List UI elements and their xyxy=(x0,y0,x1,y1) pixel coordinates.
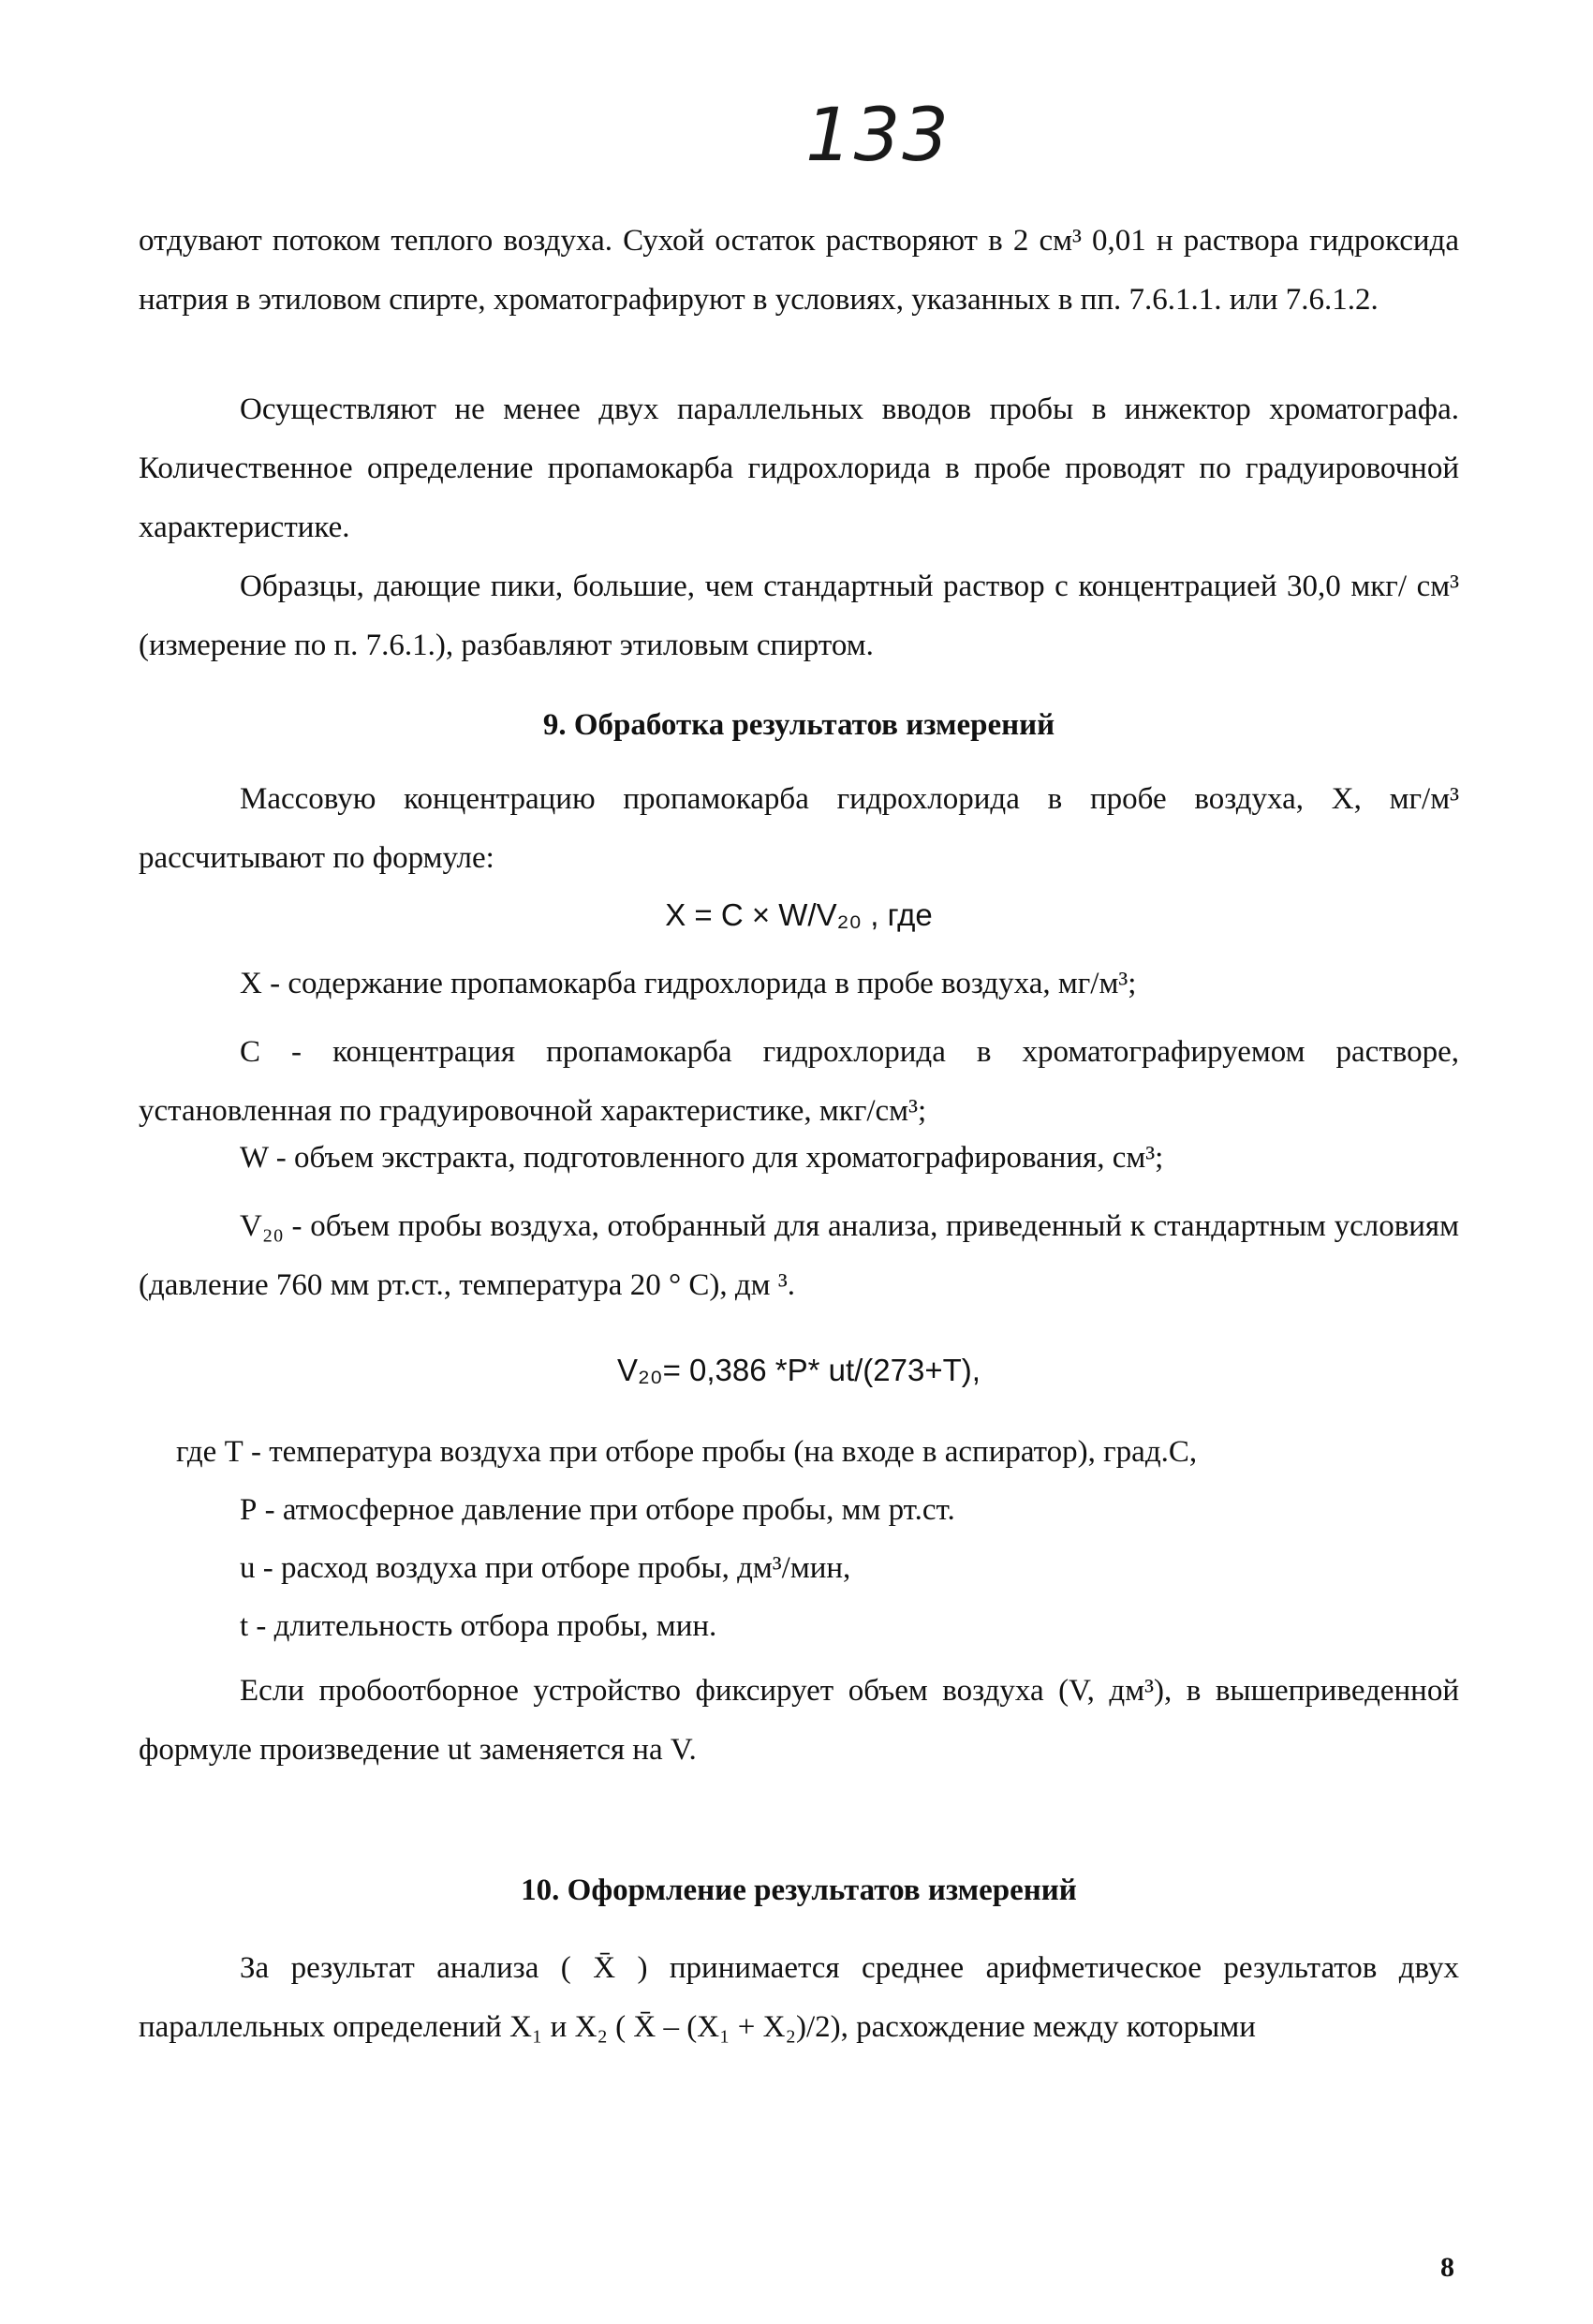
section-10-text: За результат анализа ( X̄ ) принимается среднее арифметическое результатов двух параллельных определений X₁ и X₂ ( X̄ – (X₁ + X₂)/2), расхождение между которыми xyxy=(139,1951,1459,2044)
definition-v20: V₂₀ - объем пробы воздуха, отобранный для анализа, приведенный к стандартным условиям (давление 760 мм рт.ст., температура 20 ° С), дм ³. xyxy=(139,1209,1459,1302)
definition-t-duration: t - длительность отбора пробы, мин. xyxy=(240,1609,717,1643)
section-9-heading: 9. Обработка результатов измерений xyxy=(542,708,1055,742)
paragraph-dry-residue: отдувают потоком теплого воздуха. Сухой остаток растворяют в 2 см³ 0,01 н раствора гидроксида натрия в этиловом спирте, хроматографируют в условиях, указанных в пп. 7.6.1.1. или 7.6.1.2. xyxy=(139,224,1459,317)
footer-page-number: 8 xyxy=(1440,2252,1454,2283)
definition-w: W - объем экстракта, подготовленного для хроматографирования, см³; xyxy=(240,1141,1164,1175)
handwritten-page-number: 133 xyxy=(805,94,951,178)
note-volume-fixing: Если пробоотборное устройство фиксирует объем воздуха (V, дм³), в вышеприведенной формуле произведение ut заменяется на V. xyxy=(139,1674,1459,1767)
definition-x: X - содержание пропамокарба гидрохлорида в пробе воздуха, мг/м³; xyxy=(240,967,1137,1000)
formula-v20: V₂₀= 0,386 *P* ut/(273+T), xyxy=(617,1353,981,1387)
definition-u: u - расход воздуха при отборе пробы, дм³/мин, xyxy=(240,1551,851,1585)
paragraph-dilution: Образцы, дающие пики, большие, чем стандартный раствор с концентрацией 30,0 мкг/ см³ (измерение по п. 7.6.1.), разбавляют этиловым спиртом. xyxy=(139,570,1459,662)
definition-p: Р - атмосферное давление при отборе пробы, мм рт.ст. xyxy=(240,1493,955,1527)
formula-concentration: X = C × W/V₂₀ , где xyxy=(665,897,933,932)
definition-t: где Т - температура воздуха при отборе пробы (на входе в аспиратор), град.С, xyxy=(176,1435,1198,1469)
definition-c: C - концентрация пропамокарба гидрохлорида в хроматографируемом растворе, установленная по градуировочной характеристике, мкг/см³; xyxy=(139,1035,1459,1128)
section-9-intro: Массовую концентрацию пропамокарба гидрохлорида в пробе воздуха, X, мг/м³ рассчитывают по формуле: xyxy=(139,782,1459,875)
paragraph-parallel-injections: Осуществляют не менее двух параллельных вводов пробы в инжектор хроматографа. Количественное определение пропамокарба гидрохлорида в пробе проводят по градуировочной характеристике. xyxy=(139,392,1459,544)
section-10-heading: 10. Оформление результатов измерений xyxy=(521,1873,1077,1907)
